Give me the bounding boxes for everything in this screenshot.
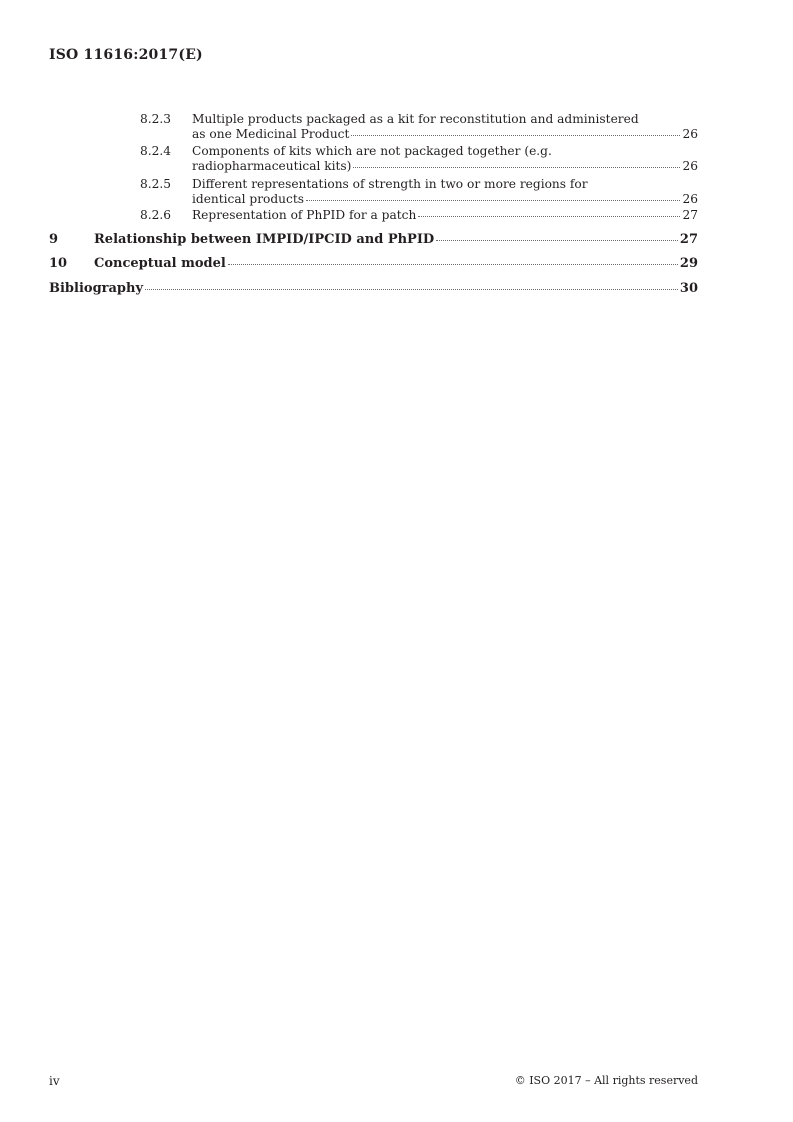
dot-leader (145, 289, 678, 290)
dot-leader (306, 200, 680, 201)
toc-entry-number: 8.2.3 (140, 112, 172, 126)
toc-entry-number: 8.2.6 (140, 208, 172, 222)
toc-entry-title-line2: radiopharmaceutical kits) (192, 159, 352, 173)
toc-entry-page: 30 (679, 281, 698, 296)
toc-entry-title-line1: Multiple products packaged as a kit for reconstitution and administered (192, 112, 639, 126)
toc-entry-number: 9 (49, 232, 59, 247)
toc-entry-title: Relationship between IMPID/IPCID and PhPID (94, 232, 435, 247)
page-footer (49, 1074, 698, 1088)
toc-entry-title: Representation of PhPID for a patch (192, 208, 417, 222)
toc-entry-number: 10 (49, 256, 68, 271)
copyright-notice: © ISO 2017 – All rights reserved (514, 1074, 698, 1087)
dot-leader (436, 240, 678, 241)
toc-entry-title-line2: as one Medicinal Product (192, 127, 350, 141)
dot-leader (418, 216, 680, 217)
toc-entry-title: Bibliography (49, 281, 144, 296)
dot-leader (353, 167, 680, 168)
toc-entry-page: 26 (682, 192, 698, 206)
toc-entry-title-line1: Components of kits which are not packaged together (e.g. (192, 144, 552, 158)
toc-entry-title: Conceptual model (94, 256, 226, 271)
toc-entry-page: 26 (682, 127, 698, 141)
toc-entry-title-line1: Different representations of strength in two or more regions for (192, 177, 588, 191)
toc-entry-page: 27 (682, 208, 698, 222)
toc-entry-number: 8.2.5 (140, 177, 172, 191)
page-number: iv (49, 1074, 60, 1088)
document-id-header: ISO 11616:2017(E) (49, 47, 203, 63)
toc-entry-page: 26 (682, 159, 698, 173)
dot-leader (228, 264, 678, 265)
toc-entry-page: 27 (679, 232, 698, 247)
toc-entry-number: 8.2.4 (140, 144, 172, 158)
toc-entry-title-line2: identical products (192, 192, 305, 206)
dot-leader (351, 135, 680, 136)
toc-entry-page: 29 (679, 256, 698, 271)
